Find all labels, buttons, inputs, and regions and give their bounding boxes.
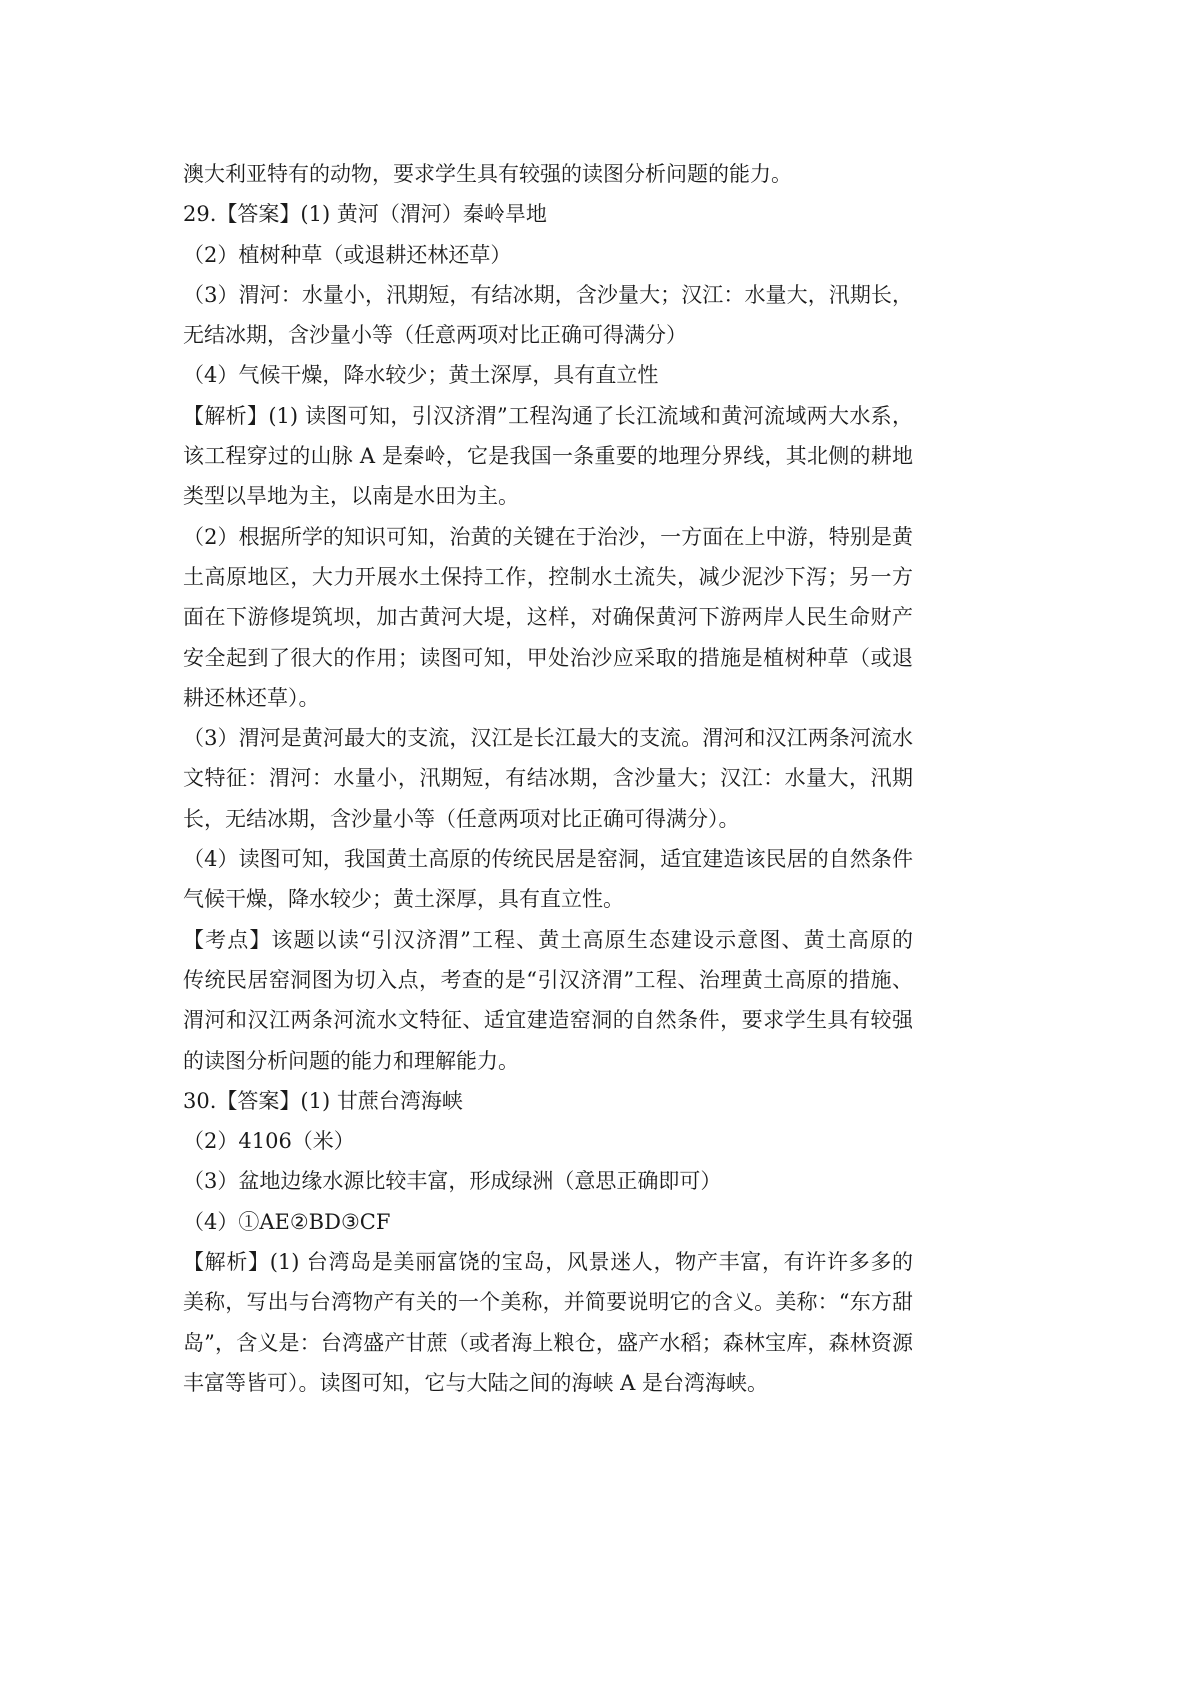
text-line: 气候干燥，降水较少；黄土深厚，具有直立性。: [183, 887, 624, 912]
question-30-analysis: 【解析】(1) 台湾岛是美丽富饶的宝岛，风景迷人，物产丰富，有许许多多的: [183, 1250, 913, 1275]
text-line: 土高原地区，大力开展水土保持工作，控制水土流失，减少泥沙下泻；另一方: [183, 564, 913, 589]
text-line: 澳大利亚特有的动物，要求学生具有较强的读图分析问题的能力。: [183, 162, 792, 186]
text-line: （2）根据所学的知识可知，治黄的关键在于治沙，一方面在上中游，特别是黄: [183, 524, 913, 549]
answer-text-block: [183, 154, 913, 1403]
text-line: 面在下游修堤筑坝，加古黄河大堤，这样，对确保黄河下游两岸人民生命财产: [183, 605, 913, 630]
text-line: 的读图分析问题的能力和理解能力。: [183, 1048, 519, 1073]
text-line: 丰富等皆可）。读图可知，它与大陆之间的海峡 A 是台湾海峡。: [183, 1370, 769, 1395]
text-line: 渭河和汉江两条河流水文特征、适宜建造窑洞的自然条件，要求学生具有较强: [183, 1008, 913, 1033]
text-line: 无结冰期，含沙量小等（任意两项对比正确可得满分）: [183, 323, 687, 348]
text-line: （2）植树种草（或退耕还林还草）: [183, 242, 512, 267]
text-line: 类型以旱地为主，以南是水田为主。: [183, 484, 519, 509]
text-line: （4）①AE②BD③CF: [183, 1209, 391, 1234]
text-line: （2）4106（米）: [183, 1129, 355, 1154]
question-29-analysis: 【解析】(1) 读图可知，引汉济渭”工程沟通了长江流域和黄河流域两大水系，: [183, 403, 913, 428]
text-line: 安全起到了很大的作用；读图可知，甲处治沙应采取的措施是植树种草（或退: [183, 645, 913, 670]
text-line: 该工程穿过的山脉 A 是秦岭，它是我国一条重要的地理分界线，其北侧的耕地: [183, 444, 913, 469]
text-line: （3）盆地边缘水源比较丰富，形成绿洲（意思正确即可）: [183, 1169, 722, 1194]
question-30-answer: 30.【答案】(1) 甘蔗台湾海峡: [183, 1088, 463, 1113]
text-line: （4）气候干燥，降水较少；黄土深厚，具有直立性: [183, 363, 659, 388]
text-line: 长，无结冰期，含沙量小等（任意两项对比正确可得满分）。: [183, 806, 740, 831]
question-29-answer: 29.【答案】(1) 黄河（渭河）秦岭旱地: [183, 202, 547, 227]
text-line: 文特征：渭河：水量小，汛期短，有结冰期，含沙量大；汉江：水量大，汛期: [183, 766, 913, 791]
text-line: （3）渭河：水量小，汛期短，有结冰期，含沙量大；汉江：水量大，汛期长，: [183, 282, 913, 307]
text-line: 美称，写出与台湾物产有关的一个美称，并简要说明它的含义。美称：“东方甜: [183, 1290, 913, 1315]
text-line: 耕还林还草）。: [183, 685, 320, 710]
text-line: （4）读图可知，我国黄土高原的传统民居是窑洞，适宜建造该民居的自然条件: [183, 847, 913, 872]
text-line: 岛”，含义是：台湾盛产甘蔗（或者海上粮仓，盛产水稻；森林宝库，森林资源: [183, 1330, 913, 1355]
question-29-key-point: 【考点】该题以读“引汉济渭”工程、黄土高原生态建设示意图、黄土高原的: [183, 927, 913, 952]
text-line: 传统民居窑洞图为切入点，考查的是“引汉济渭”工程、治理黄土高原的措施、: [183, 967, 913, 992]
text-line: （3）渭河是黄河最大的支流，汉江是长江最大的支流。渭河和汉江两条河流水: [183, 726, 913, 751]
